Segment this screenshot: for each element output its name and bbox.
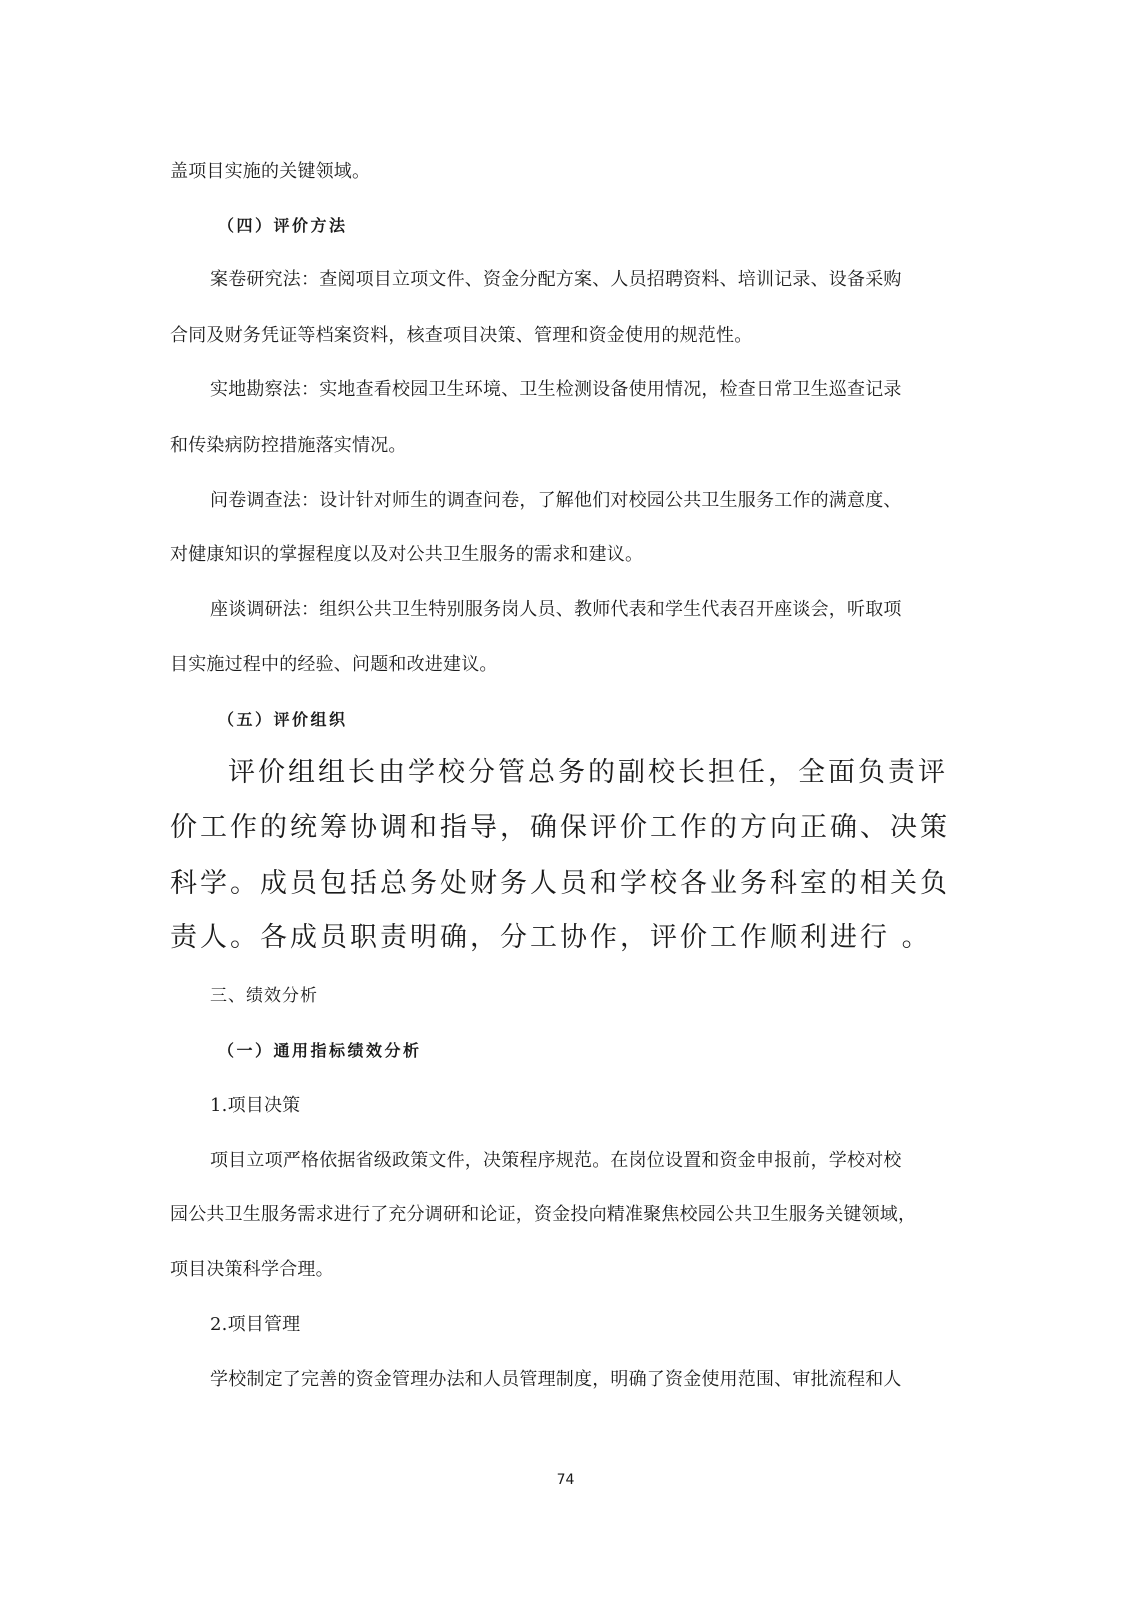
section-heading-evaluation-organization: （五）评价组织 bbox=[218, 710, 348, 729]
paragraph-continuation: 盖项目实施的关键领域。 bbox=[170, 161, 371, 182]
paragraph-project-decision-line-3: 项目决策科学合理。 bbox=[170, 1259, 334, 1280]
section-heading-general-indicators: （一）通用指标绩效分析 bbox=[218, 1041, 422, 1060]
paragraph-questionnaire-line-2: 对健康知识的掌握程度以及对公共卫生服务的需求和建议。 bbox=[170, 544, 644, 565]
paragraph-organization-large-line-3: 科学。成员包括总务处财务人员和学校各业务科室的相关负 bbox=[170, 868, 950, 899]
paragraph-project-decision-line-2: 园公共卫生服务需求进行了充分调研和论证，资金投向精准聚焦校园公共卫生服务关键领域， bbox=[170, 1204, 917, 1225]
paragraph-organization-large-line-2: 价工作的统筹协调和指导，确保评价工作的方向正确、决策 bbox=[170, 812, 950, 843]
paragraph-project-decision-line-1: 项目立项严格依据省级政策文件，决策程序规范。在岗位设置和资金申报前，学校对校 bbox=[210, 1150, 902, 1171]
section-heading-evaluation-methods: （四）评价方法 bbox=[218, 216, 348, 235]
page-number: 74 bbox=[556, 1472, 575, 1488]
paragraph-field-survey-line-1: 实地勘察法：实地查看校园卫生环境、卫生检测设备使用情况，检查日常卫生巡查记录 bbox=[210, 379, 902, 400]
paragraph-archive-research-line-1: 案卷研究法：查阅项目立项文件、资金分配方案、人员招聘资料、培训记录、设备采购 bbox=[210, 269, 902, 290]
paragraph-questionnaire-line-1: 问卷调查法：设计针对师生的调查问卷，了解他们对校园公共卫生服务工作的满意度、 bbox=[210, 490, 902, 511]
chapter-heading-performance-analysis: 三、绩效分析 bbox=[210, 986, 318, 1006]
paragraph-organization-large-line-1: 评价组组长由学校分管总务的副校长担任，全面负责评 bbox=[228, 757, 948, 788]
paragraph-symposium-line-1: 座谈调研法：组织公共卫生特别服务岗人员、教师代表和学生代表召开座谈会，听取项 bbox=[210, 599, 902, 620]
paragraph-project-management-line-1: 学校制定了完善的资金管理办法和人员管理制度，明确了资金使用范围、审批流程和人 bbox=[210, 1369, 902, 1390]
paragraph-field-survey-line-2: 和传染病防控措施落实情况。 bbox=[170, 435, 407, 456]
paragraph-organization-large-line-4: 责人。各成员职责明确，分工协作，评价工作顺利进行 。 bbox=[170, 922, 932, 953]
subheading-project-decision: 1.项目决策 bbox=[210, 1095, 301, 1116]
subheading-project-management: 2.项目管理 bbox=[210, 1314, 301, 1335]
paragraph-archive-research-line-2: 合同及财务凭证等档案资料，核查项目决策、管理和资金使用的规范性。 bbox=[170, 325, 753, 346]
paragraph-symposium-line-2: 目实施过程中的经验、问题和改进建议。 bbox=[170, 654, 498, 675]
